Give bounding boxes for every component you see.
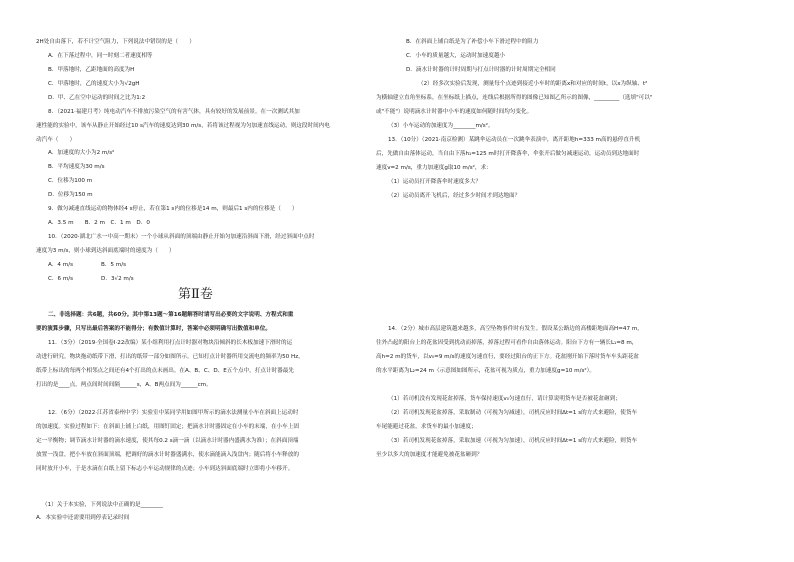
text-line: A．加速度的大小为2 m/s² xyxy=(48,150,115,156)
text-line: （3）小车运动的加速度为________m/s²。 xyxy=(388,123,494,129)
text-line: 同时放开小车，于是水滴在白纸上留下标志小车运动规律的点迹；小车到达斜面底端时立即将小车移开。 xyxy=(36,466,294,472)
text-line: 至少以多大的加速度才能避免被花盆砸到？ xyxy=(376,452,483,458)
text-line: 车尾能避过花盆，求货车的最小加速度； xyxy=(376,424,477,430)
text-line: A．本实验中还需要用到停表记录时间 xyxy=(36,515,130,521)
text-line: 速性能的实验中，该车从静止开始经过10 s汽车的速度达到30 m/s，若将该过程视为匀加速直线运动，则这段时间内电 xyxy=(36,123,330,129)
text-line: C．小车的质量越大，运动时加速度越小 xyxy=(406,53,506,59)
text-line: 纸带上标出的每两个相邻点之间还有4个打出的点未画出。在A、B、C、D、E五个点中，打点计时器最先 xyxy=(36,368,294,374)
text-line: 后，先做自由落体运动，当自由下落h₁=125 m时打开降落伞，伞张开后做匀减速运动，运动员到达地面时 xyxy=(376,151,640,157)
text-line: 往外凸起的阳台上的花盆因受到扰动而掉落，掉落过程可看作自由落体运动。阳台下方有一辆长L₁=8 m， xyxy=(376,340,638,346)
text-line: 为横轴建立直角坐标系，在坐标纸上描点，连线后根据所得的图像已知图乙所示的图像，_________（选填"可以" xyxy=(376,95,653,101)
text-line: C．甲落地时，乙的速度大小为√2gH xyxy=(48,81,140,87)
section-title: 第Ⅱ卷 xyxy=(178,287,213,302)
text-line: 动进行研究。物块拖动纸带下滑，打出的纸带一部分如图所示。已知打点计时器所用交流电的频率为50 Hz， xyxy=(36,354,304,360)
text-line: 的水平距离为L₂=24 m（示意图如图所示，花盆可视为质点，重力加速度g=10 m/s²）。 xyxy=(376,368,596,374)
text-line: 14．（2分）城市高层建筑越来越多，高空坠物事件时有发生。假设某公路边的高楼距地面高H=47 m， xyxy=(388,326,643,332)
text-line: A．在下落过程中，同一时刻二者速度相等 xyxy=(48,53,153,59)
text-line: 要的演算步骤，只写出最后答案的不能得分；有数值计算时，答案中必须明确写出数值和单位。 xyxy=(36,326,271,332)
text-line: 速度v=2 m/s，重力加速度g取10 m/s²，求： xyxy=(376,165,492,171)
text-line: B．甲落地时，乙距地面的高度为H xyxy=(48,67,135,73)
text-line: A．3.5 m B．2 m C．1 m D．0 xyxy=(48,220,150,226)
text-line: （2）若司机发现花盆掉落，采取制动（可视为匀减速），司机反应时间Δt=1 s的方式来避险，使货车 xyxy=(388,410,638,416)
text-line: （1）关于本实验，下列说法中正确的是________ xyxy=(42,502,164,508)
text-line: B．平均速度为30 m/s xyxy=(48,164,105,170)
text-line: C．6 m/s D．3√2 m/s xyxy=(48,276,134,282)
text-line: D．位移为150 m xyxy=(48,192,93,198)
text-line: D．甲、乙在空中运动的时间之比为1:2 xyxy=(48,95,146,101)
text-line: 8．（2021·福建月考）纯电动汽车不排放污染空气的有害气体，具有较好的发展前景。在一次测试其加 xyxy=(48,109,300,115)
text-line: 二、非选择题：共6题，共60分。其中第13题～第16题解答时请写出必要的文字说明、方程式和重 xyxy=(48,312,294,318)
text-line: A．4 m/s B．5 m/s xyxy=(48,262,126,268)
text-line: 动汽车（ ） xyxy=(36,137,76,143)
text-line: 速度为3 m/s，则小球到达斜面底端时的速度为（ ） xyxy=(36,248,175,254)
text-line: 2H处自由落下，若不计空气阻力，下列说法中错误的是（ ） xyxy=(36,39,195,45)
text-line: C．位移为100 m xyxy=(48,178,93,184)
text-line: 12．（6分）（2022·江苏省泰州中学）实验室中某同学用如图甲所示的滴水法测量小车在斜面上运动时 xyxy=(48,410,299,416)
text-line: 放置一浅盘，把小车放在斜面顶端，把调好的滴水计时器盛满水，使水滴能滴入浅盘内；随后将小车释放的 xyxy=(36,452,299,458)
text-line: 或"不能"）说明滴水计时器中小车的速度如何随时间均匀变化。 xyxy=(376,109,533,115)
text-line: 的加速度。实验过程如下：在斜面上铺上白纸，用图钉固定；把滴水计时器固定在小车的末端，在小车上固 xyxy=(36,424,299,430)
text-line: D．滴水计时器的计时周期与打点计时器的计时周期完全相同 xyxy=(406,67,556,73)
text-line: 13．（10分）（2021·南京检测）某跳伞运动员在一次跳伞表演中，离开距地h=333 m高的悬停直升机 xyxy=(388,137,641,143)
text-line: （2）运动员离开飞机后，经过多少时间才到达地面？ xyxy=(388,193,521,199)
text-line: B．在斜面上铺白纸是为了补偿小车下滑过程中的阻力 xyxy=(406,39,539,45)
text-line: （1）若司机没有发现花盆掉落，货车保持速度v₀匀速直行，请计算说明货车是否被花盆砸到； xyxy=(388,396,621,402)
text-line: （3）若司机发现花盆掉落，采取加速（可视为匀加速），司机反应时间Δt=1 s的方式来避险，则货车 xyxy=(388,438,638,444)
text-line: 10．（2020·湖北广水一中高一期末）一个小球从斜面的顶端由静止开始匀加速沿斜面下滑，经过斜面中点时 xyxy=(48,234,315,240)
text-line: 11．（3分）（2019·全国卷Ⅰ·22改编）某小组利用打点计时器对物块沿倾斜的长木板加速下滑时的运 xyxy=(48,340,293,346)
text-line: 打出的是____点，两点间时间间隔______s，A、B两点间为______cm。 xyxy=(36,382,212,388)
text-line: （2）经多次实验后发现，测量每个点迹到接近小车时的距离x和对应的时间t，以x为纵轴、t² xyxy=(418,81,648,87)
text-line: （1）运动员打开降落伞时速度多大？ xyxy=(388,179,482,185)
text-line: 9．做匀减速直线运动的物体经4 s停止，若在第1 s内的位移是14 m，则最后1 s内的位移是（ ） xyxy=(48,206,298,212)
text-line: 高h=2 m的货车，以v₀=9 m/s的速度匀速直行，要经过阳台的正下方。花盆刚开始下落时货车车头距花盆 xyxy=(376,354,640,360)
text-line: 定一平衡物；调节滴水计时器的滴水速度，使其每0.2 s滴一滴（以滴水计时器内盛满水为准）；在斜面顶端 xyxy=(36,438,299,444)
